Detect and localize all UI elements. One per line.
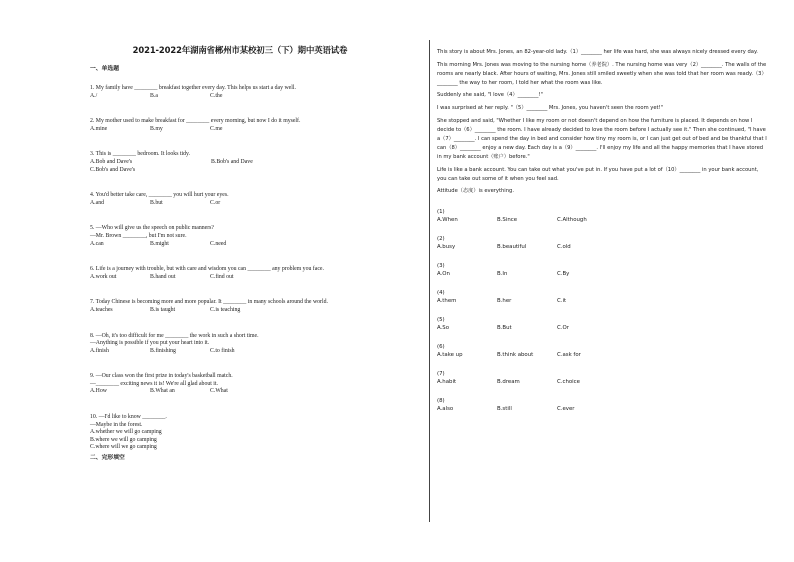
passage-paragraph: Life is like a bank account. You can take out what you've put in. If you have put a lot of（10）________ in your bank account, you can take out some of it when you feel sad. bbox=[437, 166, 759, 182]
option-c[interactable]: C.need bbox=[210, 240, 227, 247]
option-a[interactable]: A.finish bbox=[90, 347, 109, 354]
question-1 bbox=[90, 85, 420, 100]
option-b[interactable]: B.but bbox=[150, 199, 163, 206]
option-a[interactable]: A.also bbox=[437, 406, 454, 413]
passage-paragraph: I was surprised at her reply. "（5）________ Mrs. Jones, you haven't seen the room yet!" bbox=[437, 104, 664, 111]
option-c[interactable]: C.Or bbox=[557, 325, 569, 332]
option-b[interactable]: B.think about bbox=[497, 352, 534, 359]
question-7 bbox=[90, 299, 420, 314]
option-a[interactable]: A.On bbox=[437, 271, 450, 278]
option-a[interactable]: A.How bbox=[90, 388, 107, 395]
cloze-number: (2) bbox=[437, 236, 445, 243]
cloze-number: (3) bbox=[437, 263, 445, 270]
option-a[interactable]: A.whether we will go camping bbox=[90, 429, 162, 436]
option-b[interactable]: B.Since bbox=[497, 217, 518, 224]
exam-title: 2021-2022年湖南省郴州市某校初三（下）期中英语试卷 bbox=[132, 45, 348, 55]
option-c[interactable]: C.ever bbox=[557, 406, 575, 413]
question-stem: 7. Today Chinese is becoming more and more popular. It ________ in many schools around the world. bbox=[90, 299, 328, 306]
option-c[interactable]: C.Although bbox=[557, 217, 587, 224]
option-b[interactable]: B.Bob's and Dave bbox=[211, 158, 253, 165]
question-stem: 1. My family have ________ breakfast together every day. This helps us start a day well. bbox=[90, 85, 296, 91]
option-c[interactable]: C.is teaching bbox=[210, 306, 241, 313]
option-b[interactable]: B.her bbox=[497, 298, 512, 305]
question-9 bbox=[90, 373, 420, 396]
option-a[interactable]: A.take up bbox=[437, 352, 463, 359]
section-heading-cloze: 二、完形填空 bbox=[90, 455, 125, 462]
option-a[interactable]: A.busy bbox=[437, 244, 456, 251]
option-a[interactable]: A.Bob and Dave's bbox=[90, 158, 133, 165]
option-b[interactable]: B.hand out bbox=[150, 273, 176, 280]
option-c[interactable]: C.or bbox=[210, 199, 221, 206]
option-a[interactable]: A./ bbox=[90, 92, 98, 99]
passage-paragraph: This morning Mrs. Jones was moving to the nursing home（养老院）. The nursing home was very（2）________. The walls of the rooms are nearly black. After hours of waiting, Mrs. Jones still smiled sweetly when she was told that her room was ready.（3）________ the way to her room, I told her what the room was like. bbox=[437, 61, 767, 86]
cloze-item-1 bbox=[437, 208, 767, 224]
option-c[interactable]: C.it bbox=[557, 298, 567, 305]
option-b[interactable]: B.In bbox=[497, 271, 508, 278]
question-4 bbox=[90, 192, 420, 207]
question-stem-reply: —Anything is possible if you put your heart into it. bbox=[90, 340, 210, 347]
option-b[interactable]: B.still bbox=[497, 406, 512, 413]
option-a[interactable]: A.them bbox=[437, 298, 457, 305]
option-b[interactable]: B.What an bbox=[150, 388, 175, 395]
option-b[interactable]: B.where we will go camping bbox=[90, 436, 157, 443]
option-c[interactable]: C.By bbox=[557, 271, 570, 278]
cloze-item-5 bbox=[437, 316, 767, 332]
cloze-options bbox=[437, 208, 767, 413]
question-stem-reply: —Mr. Brown ________, but I'm not sure. bbox=[90, 232, 187, 239]
cloze-number: (8) bbox=[437, 398, 445, 405]
option-a[interactable]: A.habit bbox=[437, 379, 457, 386]
option-a[interactable]: A.and bbox=[90, 199, 105, 206]
question-stem-reply: —Maybe in the forest. bbox=[90, 421, 143, 428]
section-heading-single-choice: 一、单选题 bbox=[90, 66, 119, 72]
question-stem: 10. —I'd like to know ________. bbox=[90, 414, 167, 421]
left-column bbox=[90, 44, 420, 461]
option-b[interactable]: B.my bbox=[150, 125, 163, 132]
option-c[interactable]: C.old bbox=[557, 244, 571, 251]
passage-paragraph: Suddenly she said, "I love（4）________!" bbox=[437, 92, 543, 99]
question-6 bbox=[90, 266, 420, 281]
option-b[interactable]: B.beautiful bbox=[497, 244, 527, 251]
passage-paragraph: She stopped and said, "Whether I like my room or not doesn't depend on how the furniture is placed. It depends on how I decide to（6）________ the room. I have already decided to love the room before I actually see it." Then she continued, "I have a（7）________. I can spend the day in bed and consider how tiny my room is, or I can just get out of bed and be thankful that I can（8）________ enjoy a new day. Each day is a（9）________. I'll enjoy my life and all the happy memories that I have stored in my bank account（账户）before." bbox=[437, 117, 767, 160]
option-a[interactable]: A.teaches bbox=[90, 306, 113, 313]
option-c[interactable]: C.find out bbox=[210, 273, 234, 280]
option-b[interactable]: B.finishing bbox=[150, 347, 176, 354]
option-c[interactable]: C.choice bbox=[557, 379, 580, 386]
option-b[interactable]: B.might bbox=[150, 240, 169, 247]
option-c[interactable]: C.ask for bbox=[557, 352, 581, 359]
option-b[interactable]: B.dream bbox=[497, 379, 520, 386]
option-b[interactable]: B.a bbox=[150, 92, 158, 99]
cloze-number: (4) bbox=[437, 290, 445, 297]
question-8 bbox=[90, 333, 420, 356]
cloze-number: (6) bbox=[437, 344, 445, 351]
question-stem: 8. —Oh, it's too difficult for me ________ the work in such a short time. bbox=[90, 332, 259, 339]
cloze-item-4 bbox=[437, 289, 767, 305]
option-a[interactable]: A.work out bbox=[90, 273, 117, 280]
option-c[interactable]: C.to finish bbox=[210, 347, 235, 354]
column-divider bbox=[429, 40, 430, 522]
cloze-number: (5) bbox=[437, 317, 445, 324]
question-stem: 4. You'd better take care, ________ you will hurt your eyes. bbox=[90, 192, 229, 199]
question-stem: 9. —Our class won the first prize in today's basketball match. bbox=[90, 373, 233, 380]
option-c[interactable]: C.Bob's and Dave's bbox=[90, 166, 136, 173]
question-10 bbox=[90, 414, 420, 452]
passage-paragraph: This story is about Mrs. Jones, an 82-year-old lady.（1）________ her life was hard, she was always nicely dressed every day. bbox=[437, 49, 758, 55]
right-column bbox=[437, 48, 767, 413]
question-2 bbox=[90, 118, 420, 133]
option-c[interactable]: C.What bbox=[210, 388, 228, 395]
cloze-item-2 bbox=[437, 235, 767, 251]
option-c[interactable]: C.where will we go camping bbox=[90, 444, 157, 451]
passage-paragraph: Attitude（态度）is everything. bbox=[437, 188, 514, 195]
cloze-item-6 bbox=[437, 343, 767, 359]
question-stem: 5. —Who will give us the speech on public manners? bbox=[90, 225, 214, 232]
question-5 bbox=[90, 225, 420, 248]
option-c[interactable]: C.the bbox=[210, 92, 223, 99]
option-a[interactable]: A.mine bbox=[90, 125, 108, 132]
cloze-item-8 bbox=[437, 397, 767, 413]
question-stem-reply: —________ exciting news it is! We're all glad about it. bbox=[90, 380, 218, 387]
option-a[interactable]: A.So bbox=[437, 325, 450, 332]
question-stem: 2. My mother used to make breakfast for ________ every morning, but now I do it myself. bbox=[90, 118, 301, 125]
option-a[interactable]: A.When bbox=[437, 217, 458, 224]
cloze-number: (7) bbox=[437, 371, 445, 378]
option-c[interactable]: C.me bbox=[210, 125, 223, 132]
question-stem: 3. This is ________ bedroom. It looks tidy. bbox=[90, 151, 190, 158]
option-b[interactable]: B.But bbox=[497, 325, 512, 332]
question-stem: 6. Life is a journey with trouble, but with care and wisdom you can ________ any problem you face. bbox=[90, 266, 324, 273]
option-a[interactable]: A.can bbox=[90, 240, 104, 247]
question-3 bbox=[90, 151, 420, 174]
cloze-number: (1) bbox=[437, 209, 445, 216]
option-b[interactable]: B.is taught bbox=[150, 306, 176, 313]
cloze-item-7 bbox=[437, 370, 767, 386]
cloze-item-3 bbox=[437, 262, 767, 278]
